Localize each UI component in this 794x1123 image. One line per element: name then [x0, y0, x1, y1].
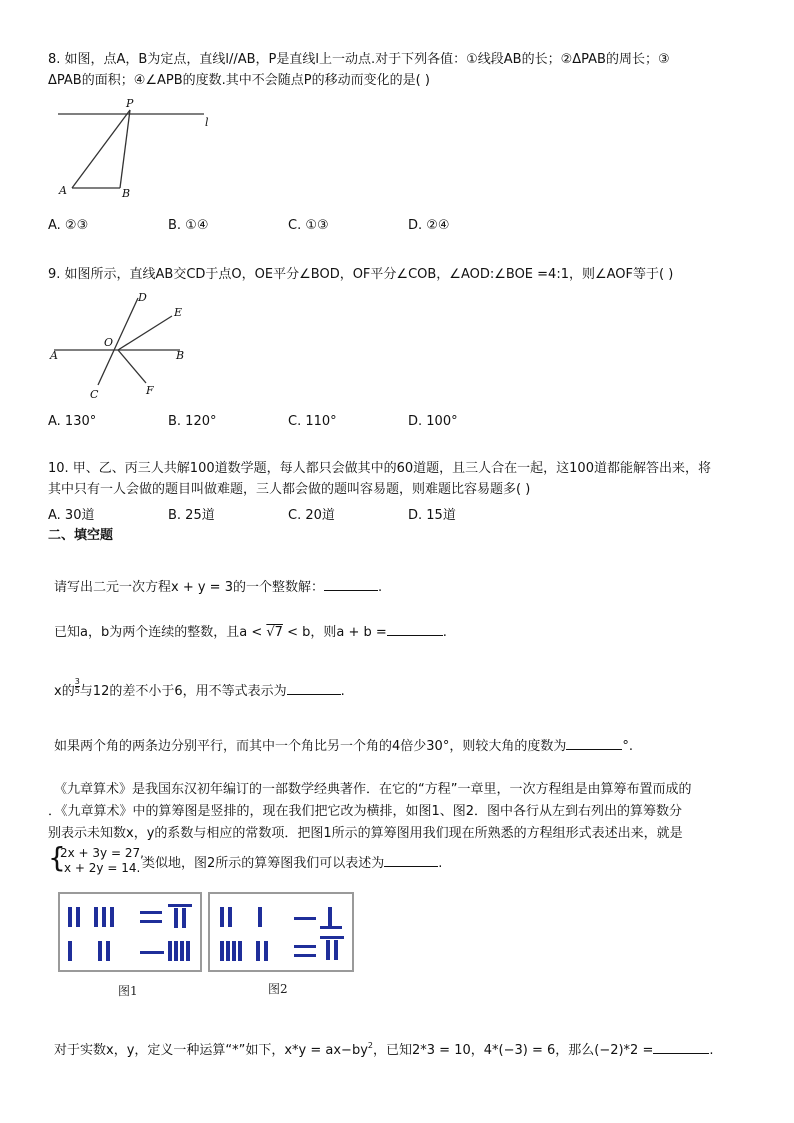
q10-option-a: A. 30道: [48, 508, 95, 523]
q8-text-line1: 8. 如图，点A，B为定点，直线l//AB，P是直线l上一动点.对于下列各值：①线段AB的长；②ΔPAB的周长；③: [48, 52, 670, 67]
fill5-eq2: x + 2y = 14.: [64, 861, 141, 875]
q8-label-l: l: [205, 116, 209, 129]
fill5-tail-text: 类似地，图2所示的算筹图我们可以表述为: [142, 856, 385, 871]
fill6-text-a: 对于实数x，y，定义一种运算“*”如下，x*y = ax−by: [54, 1043, 368, 1058]
q8-option-c: C. ①③: [288, 218, 329, 233]
fill3-end: .: [340, 684, 345, 699]
fill2-text-a: 已知a，b为两个连续的整数，且a <: [54, 625, 263, 640]
fill3-denominator: 5: [74, 686, 80, 695]
fill-question-1: [54, 576, 382, 597]
fill-question-6: [54, 1037, 714, 1060]
q9-option-c: C. 110°: [288, 414, 337, 429]
fill2-text-b: < b，则a + b =: [287, 625, 387, 640]
fill5-brace: {: [48, 841, 66, 874]
fill6-superscript: 2: [367, 1041, 373, 1050]
q8-option-a: A. ②③: [48, 218, 89, 233]
fill-question-3: [54, 678, 345, 701]
q8-label-b: B: [122, 187, 131, 200]
fill5-line1: 《九章算术》是我国东汉初年编订的一部数学经典著作．在它的“方程”一章里，一次方程组是由算筹布置而成的: [54, 782, 692, 797]
fill3-text-a: x的: [54, 684, 75, 699]
fill3-numerator: 3: [74, 677, 80, 686]
figure1-caption: 图1: [118, 984, 138, 998]
q10-text-line1: 10. 甲、乙、丙三人共解100道数学题，每人都只会做其中的60道题，且三人合在一起，这100道都能解答出来，将: [48, 461, 711, 476]
q9-option-d: D. 100°: [408, 414, 458, 429]
fill4-answer-blank: [566, 735, 622, 750]
q8-option-d: D. ②④: [408, 218, 450, 233]
fill5-end: .: [438, 856, 443, 871]
q9-label-a: A: [50, 349, 58, 362]
q10-option-c: C. 20道: [288, 508, 335, 523]
fill-question-4: [54, 735, 633, 756]
fill2-sqrt7: √7: [266, 625, 283, 640]
q10-text-line2: 其中只有一人会做的题目叫做难题，三人都会做的题叫容易题，则难题比容易题多( ): [48, 482, 531, 497]
q10-option-d: D. 15道: [408, 508, 456, 523]
q9-figure: [48, 288, 198, 403]
fill-question-2: [54, 621, 447, 642]
fill5-equation-system: [48, 841, 468, 878]
fill4-text: 如果两个角的两条边分别平行，而其中一个角比另一个角的4倍少30°，则较大角的度数为: [54, 739, 567, 754]
fill1-end: .: [377, 580, 383, 595]
fill6-answer-blank: [653, 1039, 709, 1054]
fill1-answer-blank: [324, 576, 378, 591]
q9-label-c: C: [90, 388, 99, 401]
q8-label-p: P: [126, 97, 134, 110]
q9-label-o: O: [104, 336, 114, 349]
fill4-end: °.: [622, 739, 633, 754]
q9-label-f: F: [146, 384, 154, 397]
fill5-tail: [142, 852, 442, 871]
fill3-text-b: 与12的差不小于6，用不等式表示为: [79, 684, 287, 699]
q10-option-b: B. 25道: [168, 508, 215, 523]
figure2-caption: 图2: [268, 982, 288, 996]
q8-text-line2: ΔPAB的面积；④∠APB的度数.其中不会随点P的移动而变化的是( ): [48, 73, 430, 88]
fill5-eq1: 2x + 3y = 27,: [60, 846, 144, 860]
q8-option-b: B. ①④: [168, 218, 209, 233]
q9-label-b: B: [176, 349, 185, 362]
fill6-end: .: [709, 1043, 714, 1058]
fill2-answer-blank: [387, 621, 443, 636]
fill5-line2: ．《九章算术》中的算筹图是竖排的，现在我们把它改为横排，如图1、图2．图中各行从左到右列出的算筹数分: [48, 804, 683, 819]
fill5-line3: 别表示未知数x，y的系数与相应的常数项．把图1所示的算筹图用我们现在所熟悉的方程组形式表述出来，就是: [48, 826, 683, 841]
q9-option-b: B. 120°: [168, 414, 217, 429]
fill2-end: .: [442, 625, 447, 640]
figure2-counting-rods: [208, 892, 354, 972]
fill5-answer-blank: [384, 852, 438, 867]
q9-text-line1: 9. 如图所示，直线AB交CD于点O，OE平分∠BOD，OF平分∠COB，∠AOD:∠BOE =4:1，则∠AOF等于( ): [48, 267, 674, 282]
fill6-text-b: ，已知2*3 = 10，4*(−3) = 6，那么(−2)*2 =: [373, 1043, 654, 1058]
q8-figure: [54, 96, 224, 202]
q9-option-a: A. 130°: [48, 414, 97, 429]
q9-label-d: D: [138, 291, 147, 304]
section-title-fill-in: 二、填空题: [48, 528, 114, 543]
fill3-answer-blank: [287, 680, 341, 695]
q8-label-a: A: [59, 184, 67, 197]
fill1-text: 请写出二元一次方程x + y = 3的一个整数解：: [54, 580, 324, 595]
q9-label-e: E: [174, 306, 183, 319]
figure1-counting-rods: [58, 892, 202, 972]
